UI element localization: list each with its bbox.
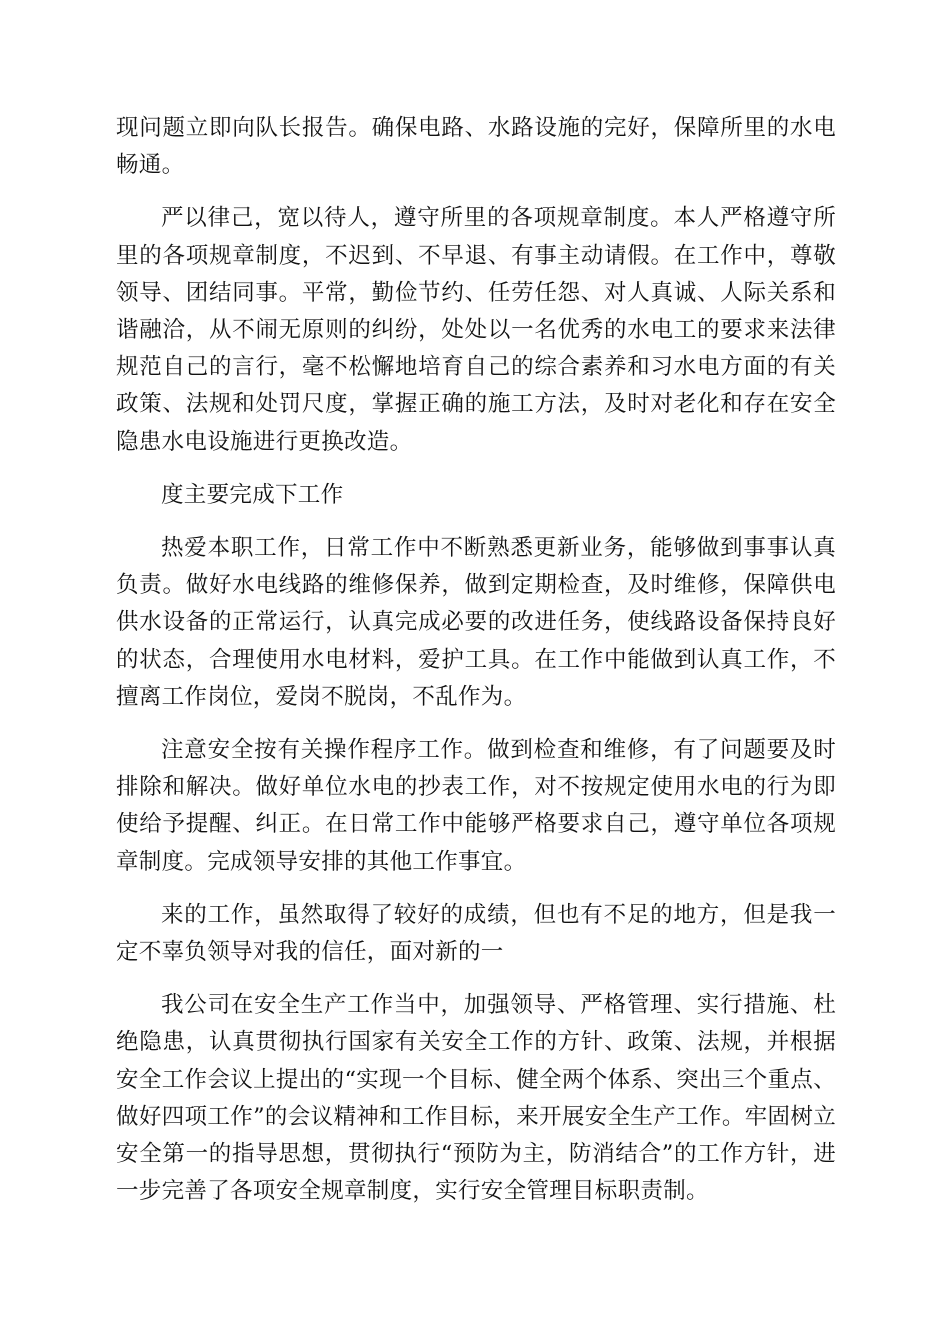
paragraph-7: 我公司在安全生产工作当中，加强领导、严格管理、实行措施、杜绝隐患，认真贯彻执行国家有关安全工作的方针、政策、法规，并根据安全工作会议上提出的“实现一个目标、健全两个体系、突出三个重点、做好四项工作”的会议精神和工作目标，来开展安全生产工作。牢固树立安全第一的指导思想，贯彻执行“预防为主，防消结合”的工作方针，进一步完善了各项安全规章制度，实行安全管理目标职责制。 xyxy=(116,992,836,1205)
paragraph-4: 热爱本职工作，日常工作中不断熟悉更新业务，能够做到事事认真负责。做好水电线路的维修保养，做到定期检查，及时维修，保障供电供水设备的正常运行，认真完成必要的改进任务，使线路设备保持良好的状态，合理使用水电材料，爱护工具。在工作中能做到认真工作，不擅离工作岗位，爱岗不脱岗，不乱作为。 xyxy=(116,535,836,710)
paragraph-2: 严以律己，宽以待人，遵守所里的各项规章制度。本人严格遵守所里的各项规章制度，不迟到、不早退、有事主动请假。在工作中，尊敬领导、团结同事。平常，勤俭节约、任劳任怨、对人真诚、人际关系和谐融洽，从不闹无原则的纠纷，处处以一名优秀的水电工的要求来法律规范自己的言行，毫不松懈地培育自己的综合素养和习水电方面的有关政策、法规和处罚尺度，掌握正确的施工方法，及时对老化和存在安全隐患水电设施进行更换改造。 xyxy=(116,205,836,455)
paragraph-6: 来的工作，虽然取得了较好的成绩，但也有不足的地方，但是我一定不辜负领导对我的信任，面对新的一 xyxy=(116,901,836,966)
paragraph-1: 现问题立即向队长报告。确保电路、水路设施的完好，保障所里的水电畅通。 xyxy=(116,115,836,179)
paragraph-5: 注意安全按有关操作程序工作。做到检查和维修，有了问题要及时排除和解决。做好单位水电的抄表工作，对不按规定使用水电的行为即使给予提醒、纠正。在日常工作中能够严格要求自己，遵守单位各项规章制度。完成领导安排的其他工作事宜。 xyxy=(116,737,836,875)
paragraph-3: 度主要完成下工作 xyxy=(161,481,344,508)
document-body xyxy=(116,110,836,1226)
